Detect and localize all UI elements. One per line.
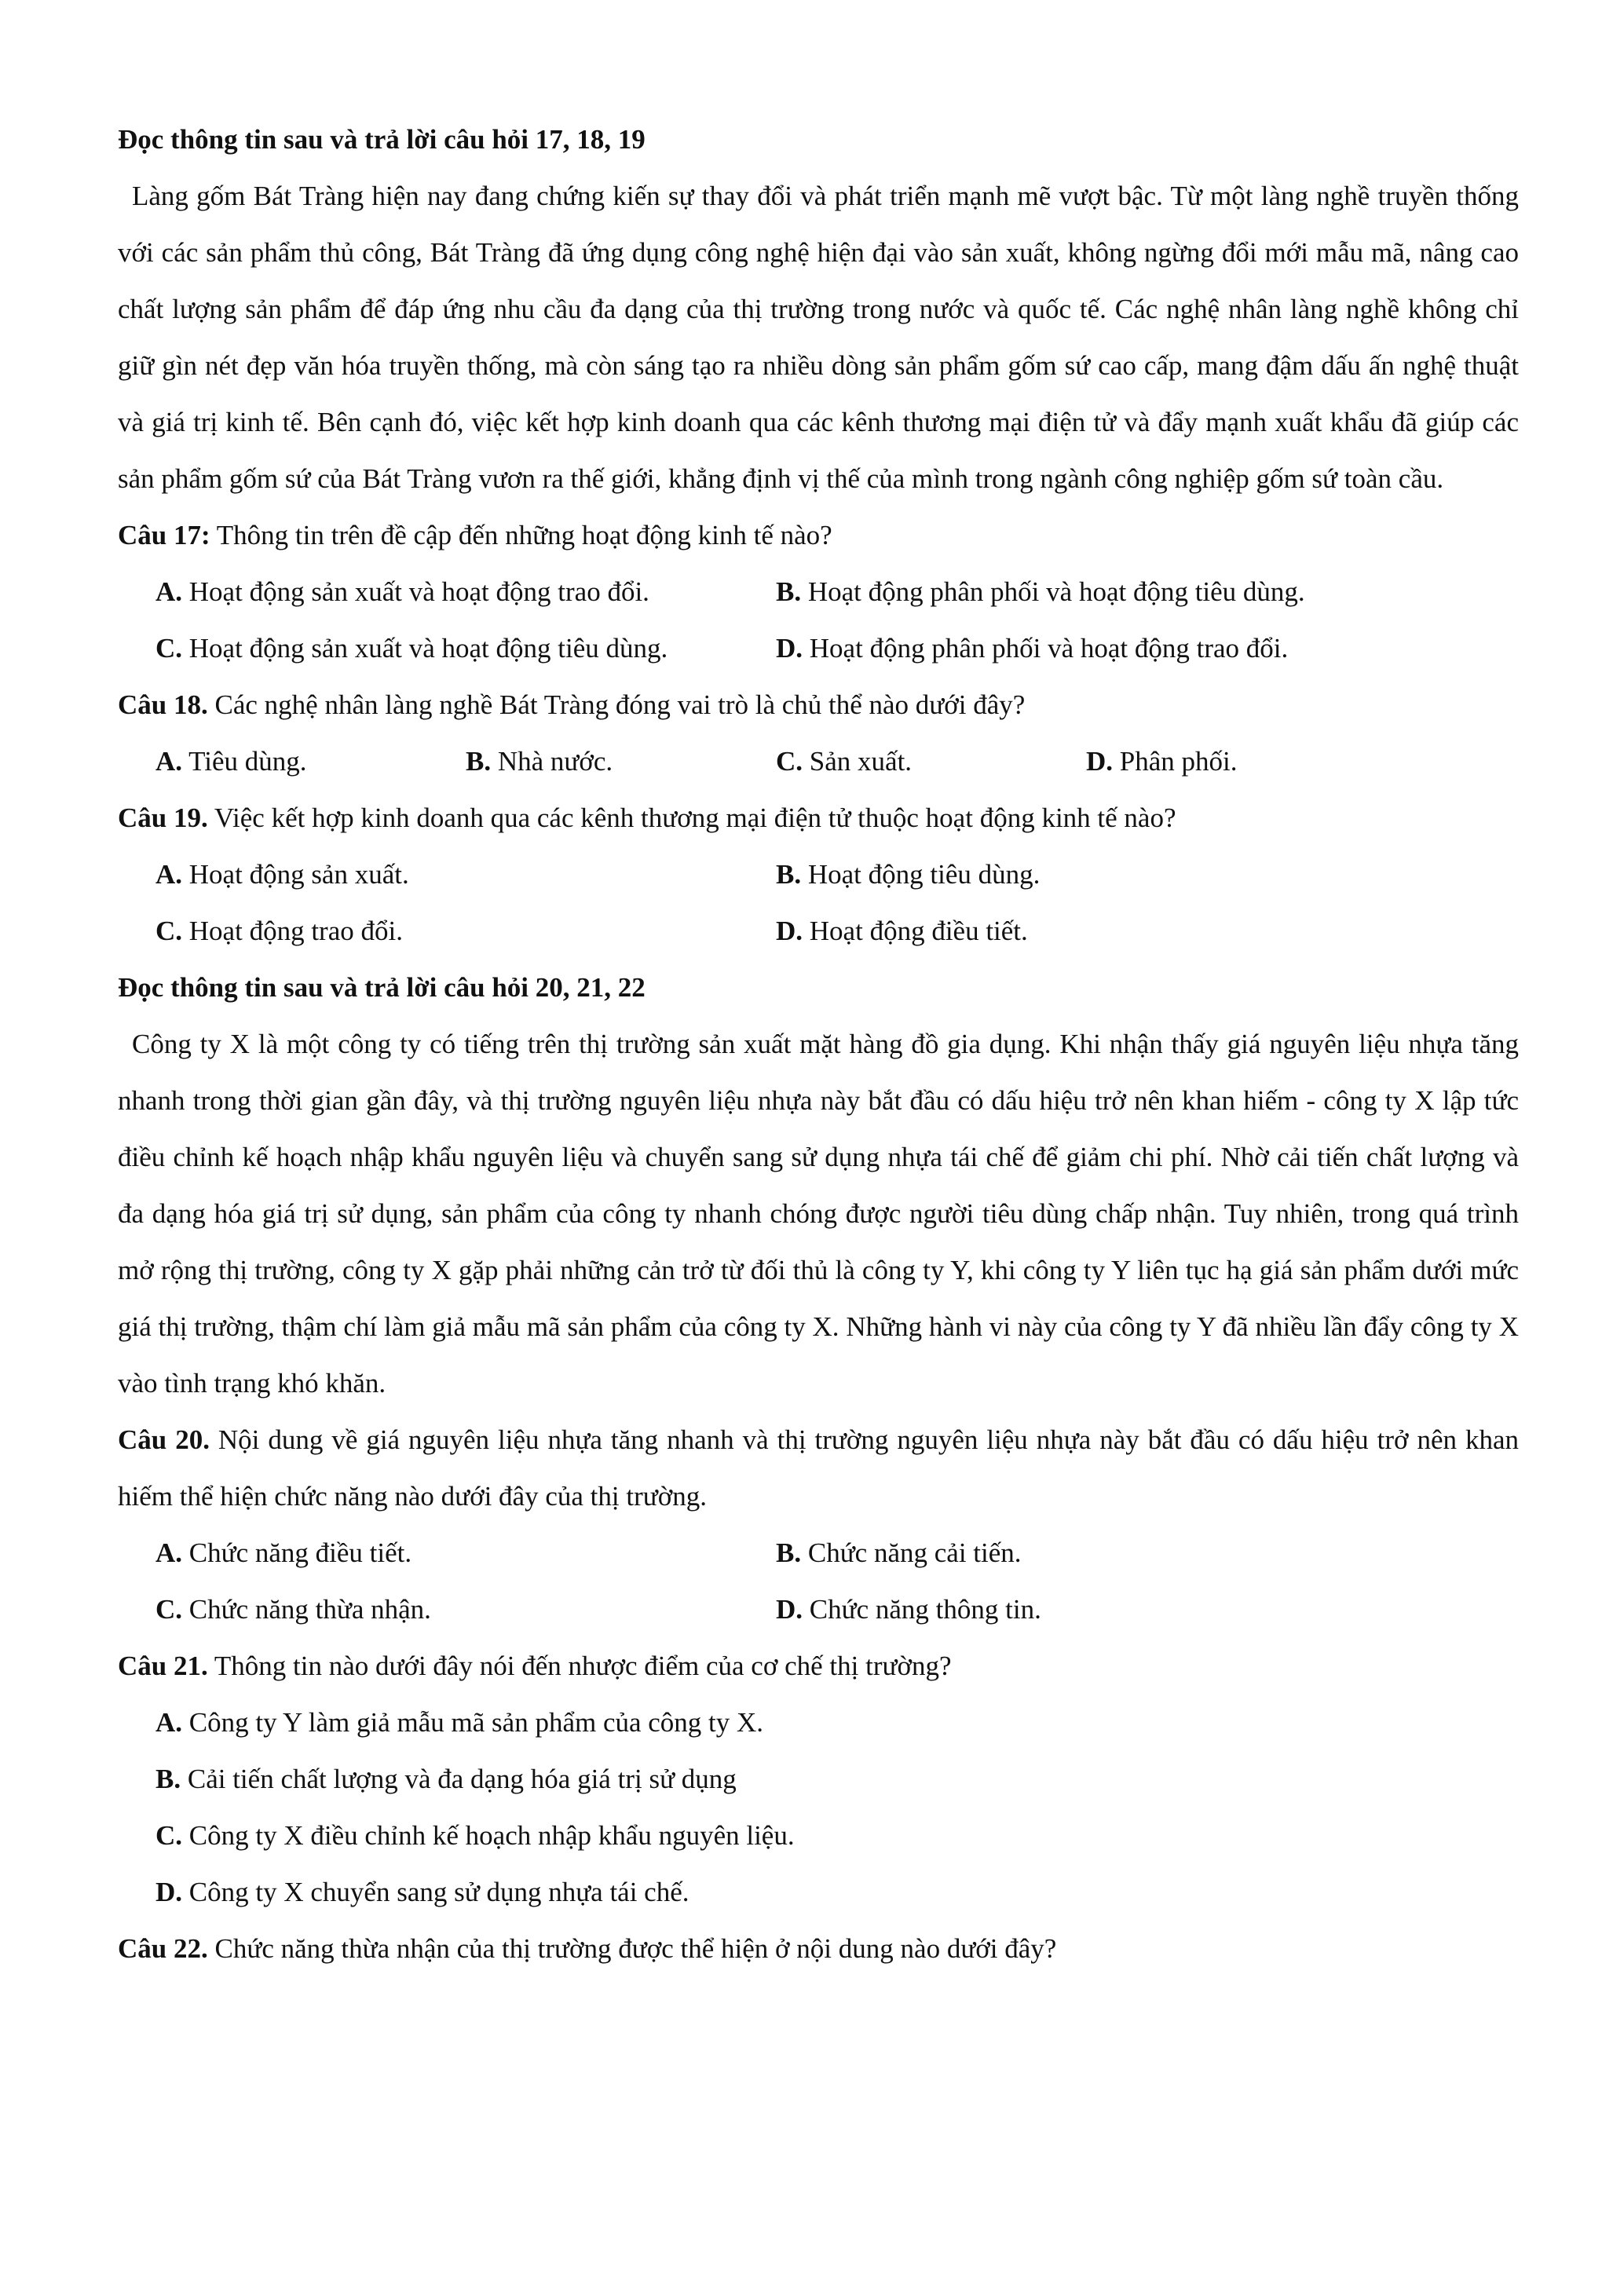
question-17-text: Thông tin trên đề cập đến những hoạt động kinh tế nào?	[210, 520, 832, 550]
question-22-label: Câu 22.	[118, 1933, 208, 1964]
option-label: C.	[155, 1594, 183, 1625]
option-label: A.	[155, 1707, 183, 1738]
question-19-option-c	[155, 903, 776, 960]
question-21-option-c	[118, 1808, 1519, 1864]
option-text: Công ty X chuyển sang sử dụng nhựa tái chế.	[182, 1877, 689, 1907]
question-21-option-b	[118, 1751, 1519, 1808]
option-label: C.	[776, 746, 803, 777]
option-text: Công ty X điều chỉnh kế hoạch nhập khẩu nguyên liệu.	[182, 1820, 795, 1851]
question-20-options-row-1	[118, 1525, 1519, 1581]
question-17-option-b	[776, 564, 1396, 620]
option-label: B.	[466, 746, 492, 777]
option-text: Chức năng thông tin.	[803, 1594, 1041, 1625]
option-label: B.	[776, 576, 802, 607]
option-label: D.	[776, 633, 803, 664]
question-20-option-c	[155, 1581, 776, 1638]
question-17-options-row-1	[118, 564, 1519, 620]
question-20-options-row-2	[118, 1581, 1519, 1638]
question-19-label: Câu 19.	[118, 803, 208, 833]
question-17	[118, 507, 1519, 564]
option-label: B.	[776, 1537, 802, 1568]
option-text: Tiêu dùng.	[182, 746, 307, 777]
option-label: A.	[155, 746, 183, 777]
option-text: Nhà nước.	[491, 746, 613, 777]
option-text: Hoạt động phân phối và hoạt động trao đổi.	[803, 633, 1289, 664]
question-17-label: Câu 17:	[118, 520, 210, 550]
question-21-text: Thông tin nào dưới đây nói đến nhược điểm của cơ chế thị trường?	[207, 1651, 952, 1681]
question-17-options-row-2	[118, 620, 1519, 677]
question-21-label: Câu 21.	[118, 1651, 208, 1681]
question-18-option-b	[466, 733, 776, 790]
option-text: Sản xuất.	[803, 746, 913, 777]
option-label: C.	[155, 1820, 183, 1851]
option-text: Hoạt động sản xuất.	[182, 859, 409, 890]
question-18-option-c	[776, 733, 1086, 790]
question-19-options-row-2	[118, 903, 1519, 960]
option-label: C.	[155, 916, 183, 946]
option-text: Chức năng điều tiết.	[182, 1537, 412, 1568]
question-18-options-row	[118, 733, 1519, 790]
option-label: A.	[155, 1537, 183, 1568]
option-label: A.	[155, 859, 183, 890]
question-19-text: Việc kết hợp kinh doanh qua các kênh thương mại điện tử thuộc hoạt động kinh tế nào?	[207, 803, 1176, 833]
option-label: C.	[155, 633, 183, 664]
option-label: D.	[776, 1594, 803, 1625]
option-text: Chức năng thừa nhận.	[182, 1594, 431, 1625]
option-text: Công ty Y làm giả mẫu mã sản phẩm của công ty X.	[182, 1707, 764, 1738]
question-18	[118, 677, 1519, 733]
question-20-text: Nội dung về giá nguyên liệu nhựa tăng nhanh và thị trường nguyên liệu nhựa này bắt đầu có dấu hiệu trở nên khan hiếm thể hiện chức năng nào dưới đây của thị trường.	[118, 1424, 1519, 1512]
option-text: Chức năng cải tiến.	[801, 1537, 1022, 1568]
option-text: Hoạt động sản xuất và hoạt động trao đổi.	[182, 576, 649, 607]
question-19	[118, 790, 1519, 846]
option-label: D.	[776, 916, 803, 946]
section-heading-20-22: Đọc thông tin sau và trả lời câu hỏi 20, 21, 22	[118, 972, 646, 1003]
question-18-option-a	[155, 733, 466, 790]
question-20-option-a	[155, 1525, 776, 1581]
passage-bat-trang: Làng gốm Bát Tràng hiện nay đang chứng kiến sự thay đổi và phát triển mạnh mẽ vượt bậc. Từ một làng nghề truyền thống với các sản phẩm thủ công, Bát Tràng đã ứng dụng công nghệ hiện đại vào sản xuất, không ngừng đổi mới mẫu mã, nâng cao chất lượng sản phẩm để đáp ứng nhu cầu đa dạng của thị trường trong nước và quốc tế. Các nghệ nhân làng nghề không chỉ giữ gìn nét đẹp văn hóa truyền thống, mà còn sáng tạo ra nhiều dòng sản phẩm gốm sứ cao cấp, mang đậm dấu ấn nghệ thuật và giá trị kinh tế. Bên cạnh đó, việc kết hợp kinh doanh qua các kênh thương mại điện tử và đẩy mạnh xuất khẩu đã giúp các sản phẩm gốm sứ của Bát Tràng vươn ra thế giới, khẳng định vị thế của mình trong ngành công nghiệp gốm sứ toàn cầu.	[118, 181, 1519, 494]
question-22	[118, 1921, 1519, 1977]
question-22-text: Chức năng thừa nhận của thị trường được thể hiện ở nội dung nào dưới đây?	[207, 1933, 1057, 1964]
question-17-option-d	[776, 620, 1396, 677]
question-21-option-a	[118, 1695, 1519, 1751]
question-19-option-a	[155, 846, 776, 903]
question-18-text: Các nghệ nhân làng nghề Bát Tràng đóng vai trò là chủ thể nào dưới đây?	[207, 689, 1026, 720]
option-label: A.	[155, 576, 183, 607]
option-text: Hoạt động sản xuất và hoạt động tiêu dùng.	[182, 633, 668, 664]
question-17-option-c	[155, 620, 776, 677]
option-text: Hoạt động tiêu dùng.	[801, 859, 1041, 890]
option-text: Hoạt động trao đổi.	[182, 916, 403, 946]
option-label: B.	[776, 859, 802, 890]
question-20-option-d	[776, 1581, 1396, 1638]
option-text: Cải tiến chất lượng và đa dạng hóa giá trị sử dụng	[181, 1764, 737, 1794]
option-text: Phân phối.	[1113, 746, 1238, 777]
option-label: D.	[1086, 746, 1114, 777]
question-18-label: Câu 18.	[118, 689, 208, 720]
question-19-option-b	[776, 846, 1396, 903]
question-21-option-d	[118, 1864, 1519, 1921]
question-18-option-d	[1086, 733, 1396, 790]
option-label: D.	[155, 1877, 183, 1907]
question-20-label: Câu 20.	[118, 1424, 210, 1455]
question-20	[118, 1412, 1519, 1525]
question-20-option-b	[776, 1525, 1396, 1581]
question-19-option-d	[776, 903, 1396, 960]
question-19-options-row-1	[118, 846, 1519, 903]
question-17-option-a	[155, 564, 776, 620]
option-text: Hoạt động điều tiết.	[803, 916, 1028, 946]
question-21	[118, 1638, 1519, 1695]
option-text: Hoạt động phân phối và hoạt động tiêu dùng.	[801, 576, 1305, 607]
passage-company-x: Công ty X là một công ty có tiếng trên thị trường sản xuất mặt hàng đồ gia dụng. Khi nhận thấy giá nguyên liệu nhựa tăng nhanh trong thời gian gần đây, và thị trường nguyên liệu nhựa này bắt đầu có dấu hiệu trở nên khan hiếm - công ty X lập tức điều chỉnh kế hoạch nhập khẩu nguyên liệu và chuyển sang sử dụng nhựa tái chế để giảm chi phí. Nhờ cải tiến chất lượng và đa dạng hóa giá trị sử dụng, sản phẩm của công ty nhanh chóng được người tiêu dùng chấp nhận. Tuy nhiên, trong quá trình mở rộng thị trường, công ty X gặp phải những cản trở từ đối thủ là công ty Y, khi công ty Y liên tục hạ giá sản phẩm dưới mức giá thị trường, thậm chí làm giả mẫu mã sản phẩm của công ty X. Những hành vi này của công ty Y đã nhiều lần đẩy công ty X vào tình trạng khó khăn.	[118, 1029, 1519, 1398]
option-label: B.	[155, 1764, 181, 1794]
section-heading-17-19: Đọc thông tin sau và trả lời câu hỏi 17, 18, 19	[118, 124, 646, 155]
